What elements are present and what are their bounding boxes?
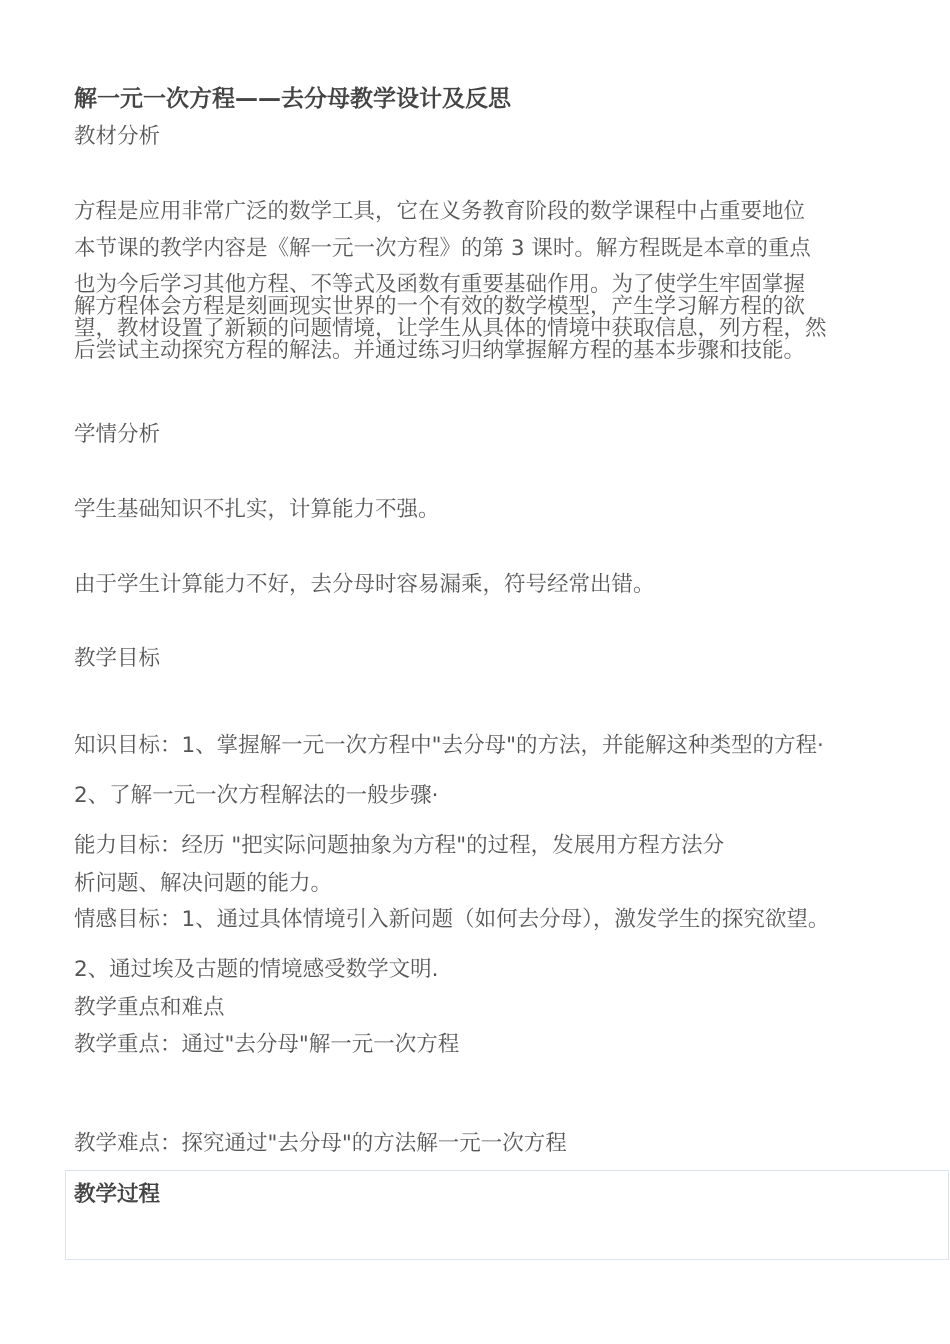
- material-heading: 教材分析: [74, 124, 161, 149]
- goal-heading: 教学目标: [74, 646, 161, 671]
- key-point: 教学重点：通过"去分母"解一元一次方程: [74, 1032, 460, 1057]
- material-paragraph-3-line: 解方程体会方程是刻画现实世界的一个有效的数学模型，产生学习解方程的欲: [74, 294, 806, 319]
- difficult-point: 教学难点：探究通过"去分母"的方法解一元一次方程: [74, 1131, 567, 1156]
- document-title: 解一元一次方程——去分母教学设计及反思: [74, 86, 511, 112]
- material-paragraph-3: [74, 274, 884, 362]
- student-paragraph-2: 由于学生计算能力不好，去分母时容易漏乘，符号经常出错。: [74, 572, 655, 597]
- process-heading: 教学过程: [74, 1182, 161, 1207]
- goal-knowledge-1: 知识目标：1、掌握解一元一次方程中"去分母"的方法，并能解这种类型的方程·: [74, 733, 824, 758]
- student-heading: 学情分析: [74, 422, 161, 447]
- material-paragraph-3-line: 后尝试主动探究方程的解法。并通过练习归纳掌握解方程的基本步骤和技能。: [74, 338, 806, 363]
- goal-knowledge-2: 2、了解一元一次方程解法的一般步骤·: [74, 783, 439, 808]
- key-heading: 教学重点和难点: [74, 995, 225, 1020]
- student-paragraph-1: 学生基础知识不扎实，计算能力不强。: [74, 497, 440, 522]
- goal-emotion-2: 2、通过埃及古题的情境感受数学文明.: [74, 957, 439, 982]
- material-paragraph-3-line: 望，教材设置了新颖的问题情境，让学生从具体的情境中获取信息，列方程，然: [74, 316, 827, 341]
- material-paragraph-3-line: 也为今后学习其他方程、不等式及函数有重要基础作用。为了使学生牢固掌握: [74, 272, 806, 297]
- goal-emotion-1: 情感目标：1、通过具体情境引入新问题（如何去分母），激发学生的探究欲望。: [74, 907, 830, 932]
- goal-ability-1: 能力目标：经历 "把实际问题抽象为方程"的过程，发展用方程方法分: [74, 833, 725, 858]
- process-box: [65, 1170, 949, 1260]
- goal-ability-2: 析问题、解决问题的能力。: [74, 871, 333, 896]
- material-paragraph-1: 方程是应用非常广泛的数学工具，它在义务教育阶段的数学课程中占重要地位: [74, 199, 806, 224]
- material-paragraph-2: 本节课的教学内容是《解一元一次方程》的第 3 课时。解方程既是本章的重点: [74, 236, 811, 261]
